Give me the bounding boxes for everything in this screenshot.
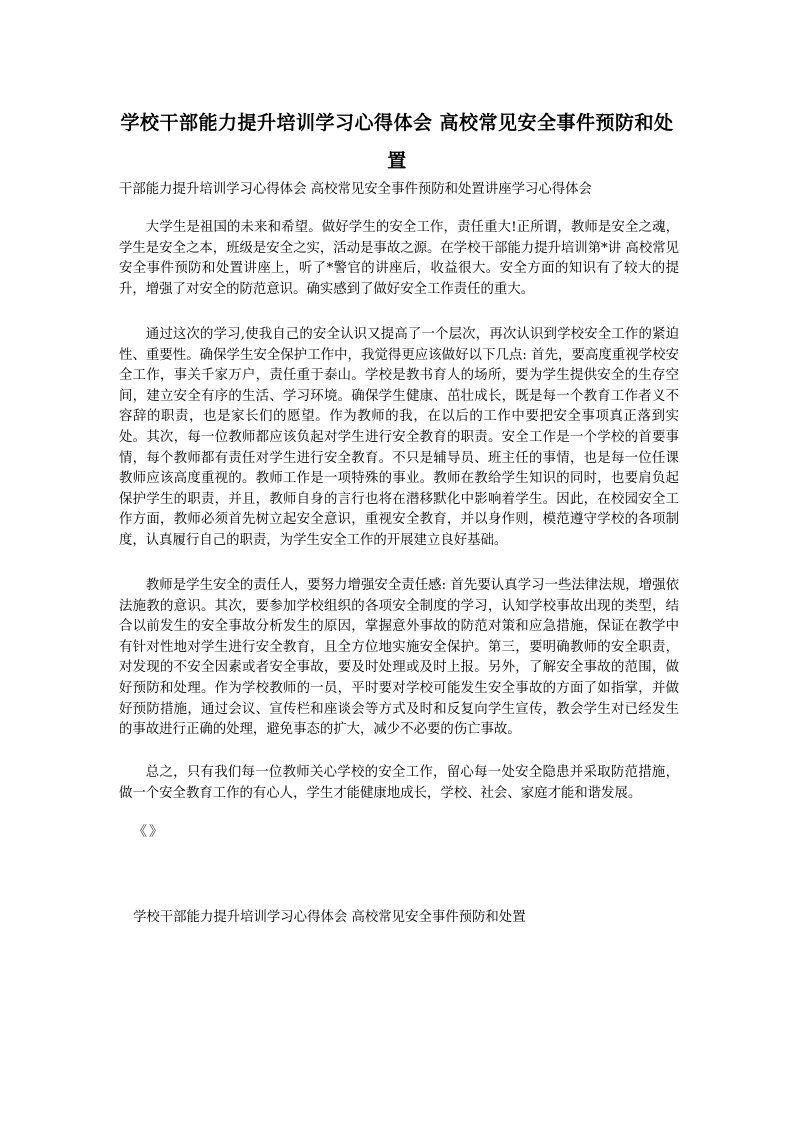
footer-title: 学校干部能力提升培训学习心得体会 高校常见安全事件预防和处置 (133, 910, 526, 925)
paragraph-4: 总之，只有我们每一位教师关心学校的安全工作，留心每一处安全隐患并采取防范措施，做一个安全教育工作的有心人，学生才能健康地成长，学校、社会、家庭才能和谐发展。 (119, 765, 679, 801)
paragraph-2: 通过这次的学习,使我自己的安全认识又提高了一个层次，再次认识到学校安全工作的紧迫性、重要性。确保学生安全保护工作中，我觉得更应该做好以下几点: 首先，要高度重视学校安全工作，事关千家万户，责任重于泰山。学校是教书育人的场所，要为学生提供安全的生存空间，建立安全有序的生活、学习环境。确保学生健康、茁壮成长，既是每一个教育工作者义不容辞的职责，也是家长们的愿望。作为教师的我，在以后的工作中要把安全事项真正落到实处。其次，每一位教师都应该负起对学生进行安全教育的职责。安全工作是一个学校的首要事情，每个教师都有责任对学生进行安全教育。不只是辅导员、班主任的事情，也是每一位任课教师应该高度重视的。教师工作是一项特殊的事业。教师在教给学生知识的同时，也要肩负起保护学生的职责，并且，教师自身的言行也将在潜移默化中影响着学生。因此，在校园安全工作方面，教师必须首先树立起安全意识，重视安全教育，并以身作则，模范遵守学校的各项制度，认真履行自己的职责，为学生安全工作的开展建立良好基础。 (119, 327, 679, 548)
document-subtitle: 干部能力提升培训学习心得体会 高校常见安全事件预防和处置讲座学习心得体会 (119, 182, 592, 197)
document-title: 学校干部能力提升培训学习心得体会 高校常见安全事件预防和处置 (120, 112, 674, 172)
book-title-brackets: 《》 (133, 824, 165, 840)
paragraph-1: 大学生是祖国的未来和希望。做好学生的安全工作，责任重大!正所谓，教师是安全之魂，学生是安全之本，班级是安全之实，活动是事故之源。在学校干部能力提升培训第*讲 高校常见安全事件预防和处置讲座上，听了*警官的讲座后，收益很大。安全方面的知识有了较大的提升，增强了对安全的防范意识。确实感到了做好安全工作责任的重大。 (119, 220, 679, 297)
paragraph-3: 教师是学生安全的责任人，要努力增强安全责任感: 首先要认真学习一些法律法规，增强依法施教的意识。其次，要参加学校组织的各项安全制度的学习，认知学校事故出现的类型，结合以前发生的安全事故分析发生的原因，掌握意外事故的防范对策和应急措施，保证在教学中有针对性地对学生进行安全教育，且全方位地实施安全保护。第三，要明确教师的安全职责，对发现的不安全因素或者安全事故，要及时处理或及时上报。另外，了解安全事故的范围，做好预防和处理。作为学校教师的一员，平时要对学校可能发生安全事故的方面了如指掌，并做好预防措施，通过会议、宣传栏和座谈会等方式及时和反复向学生宣传，教会学生对已经发生的事故进行正确的处理，避免事态的扩大，减少不必要的伤亡事故。 (119, 578, 679, 738)
